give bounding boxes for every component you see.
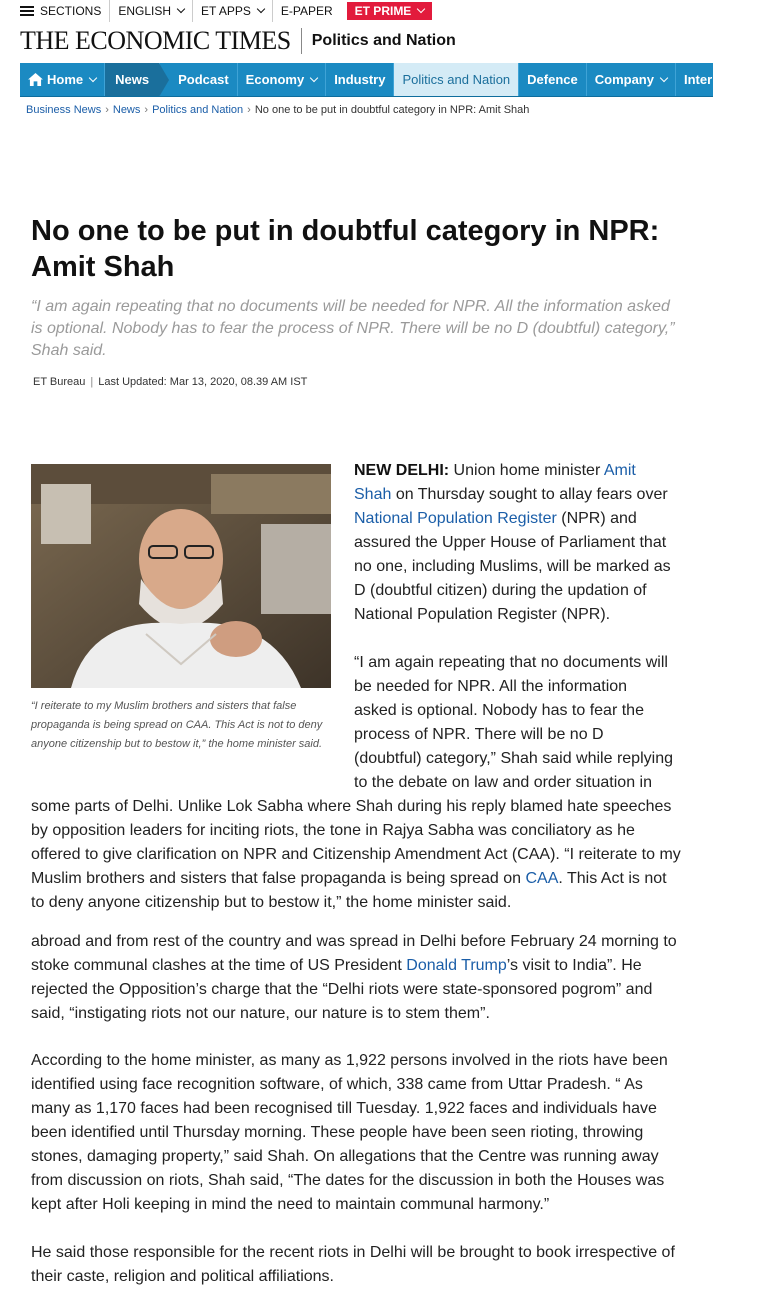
breadcrumb [26, 104, 529, 116]
et-prime-button[interactable] [347, 2, 433, 20]
breadcrumb-separator: › [247, 104, 251, 116]
nav-item-international[interactable] [676, 63, 770, 96]
apps-label: ET APPS [201, 4, 251, 18]
paragraph-text: some parts of Delhi. Unlike Lok Sabha where Shah during his reply blamed hate speeches by opposition leaders for inciting riots, the tone in Rajya Sabha was conciliatory as he offered to give clarification on NPR and Citizenship Amendment Act (CAA). “I reiterate to my Muslim brothers and sisters that false propaganda is being spread on [31, 798, 681, 887]
article-paragraph [354, 459, 674, 627]
nav-item-home[interactable] [20, 63, 105, 96]
nav-label: Podcast [178, 72, 229, 87]
image-caption: “I reiterate to my Muslim brothers and sisters that false propaganda is being spread on CAA. This Act is not to deny anyone citizenship but to bestow it,” the home minister said. [31, 700, 323, 750]
nav-item-defence[interactable] [519, 63, 587, 96]
language-label: ENGLISH [118, 4, 172, 18]
author: ET Bureau [33, 376, 86, 388]
nav-label: Economy [245, 72, 305, 87]
home-icon [28, 73, 43, 86]
nav-label: News [115, 72, 150, 87]
section-title[interactable]: Politics and Nation [311, 32, 456, 49]
masthead [20, 27, 456, 55]
nav-label: International [683, 72, 762, 87]
top-strip [0, 0, 713, 22]
breadcrumb-separator: › [105, 104, 109, 116]
nav-label: Politics and Nation [402, 72, 511, 87]
breadcrumb-separator: › [144, 104, 149, 116]
chevron-down-icon [177, 5, 185, 13]
main-nav [20, 63, 762, 97]
article-paragraph [31, 930, 681, 1026]
language-dropdown[interactable] [110, 0, 193, 22]
byline [33, 376, 307, 388]
nav-item-economy[interactable] [238, 63, 327, 96]
paragraph-text: abroad and from rest of the country and was spread in Delhi before February 24 morning to stoke communal clashes at the time of US President [31, 933, 677, 974]
chevron-down-icon [89, 73, 97, 81]
paragraph-text: on Thursday sought to allay fears over [391, 486, 668, 503]
article-paragraph: According to the home minister, as many as 1,922 persons involved in the riots have been identified using face recognition software, of which, 338 came from Uttar Pradesh. “ As many as 1,170 faces had been recognised till Tuesday. 1,922 faces and individuals have been identified until Thursday morning. These people have been seen rioting, throwing stones, damaging property,” said Shah. On allegations that the Centre was running away from discussion on riots, Shah said, “The dates for the discussion in both the Houses was kept after Holi keeping in mind the need to maintain communal harmony.” [31, 1052, 668, 1213]
breadcrumb-link[interactable]: Politics and Nation [152, 104, 244, 116]
article-title: No one to be put in doubtful category in NPR: Amit Shah [31, 215, 660, 283]
sections-menu-button[interactable] [0, 0, 110, 22]
nav-item-industry[interactable] [326, 63, 394, 96]
chevron-down-icon [660, 73, 668, 81]
lead-photo-illustration [31, 464, 331, 688]
nav-item-podcast[interactable] [160, 63, 238, 96]
nav-label: Company [594, 72, 654, 87]
epaper-label: E-PAPER [280, 4, 333, 18]
paragraph-text: (NPR) and assured the Upper House of Parliament that no one, including Muslims, will be marked as D (doubtful citizen) during the updation of National Population Register (NPR). [354, 510, 671, 623]
chevron-down-icon [310, 73, 318, 81]
paragraph-text: ’s visit to India”. He rejected the Opposition’s charge that the “Delhi riots were state-sponsored pogrom” and said, “instigating riots not our nature, our nature is to stem them”. [31, 957, 653, 1022]
sections-label: SECTIONS [40, 4, 102, 18]
nav-label: Industry [334, 72, 386, 87]
nav-item-politics-and-nation[interactable] [394, 63, 519, 96]
lead-photo[interactable] [31, 464, 331, 688]
breadcrumb-link[interactable]: News [112, 104, 141, 116]
caa-link[interactable]: CAA [525, 870, 559, 887]
paragraph-text: . This Act is not to deny anyone citizenship but to bestow it,” the home minister said. [31, 870, 667, 911]
masthead-divider [301, 28, 302, 54]
article-summary: “I am again repeating that no documents will be needed for NPR. All the information asked is optional. Nobody has to fear the process of NPR. There will be no D (doubtful) category,” Shah said. [31, 298, 675, 359]
byline-separator: | [90, 376, 94, 388]
et-apps-dropdown[interactable] [193, 0, 273, 22]
nav-label: Defence [527, 72, 578, 87]
paragraph-text: Union home minister [449, 462, 604, 479]
epaper-link[interactable] [273, 0, 341, 22]
nav-item-news[interactable] [105, 63, 160, 96]
dateline: NEW DELHI: [354, 462, 450, 479]
nav-item-company[interactable] [587, 63, 676, 96]
chevron-down-icon [417, 5, 425, 13]
breadcrumb-link[interactable]: Business News [26, 104, 102, 116]
site-logo[interactable]: THE ECONOMIC TIMES [20, 26, 291, 55]
prime-label: ET PRIME [354, 4, 412, 18]
breadcrumb-current: No one to be put in doubtful category in NPR: Amit Shah [254, 104, 530, 116]
npr-link[interactable]: National Population Register [354, 510, 557, 527]
article-paragraph: He said those responsible for the recent riots in Delhi will be brought to book irrespective of their caste, religion and political affiliations. [31, 1244, 675, 1285]
hamburger-icon [20, 6, 34, 16]
nav-label: Home [47, 72, 84, 87]
chevron-down-icon [257, 5, 265, 13]
donald-trump-link[interactable]: Donald Trump [406, 957, 507, 974]
article-paragraph [31, 795, 681, 915]
last-updated: Last Updated: Mar 13, 2020, 08.39 AM IST [98, 376, 308, 388]
article-paragraph: “I am again repeating that no documents will be needed for NPR. All the information asked is optional. Nobody has to fear the process of NPR. There will be no D (doubtful) category,” Shah said while replying to the debate on law and order situation in [354, 654, 673, 791]
amit-shah-link[interactable]: Amit Shah [354, 462, 636, 503]
